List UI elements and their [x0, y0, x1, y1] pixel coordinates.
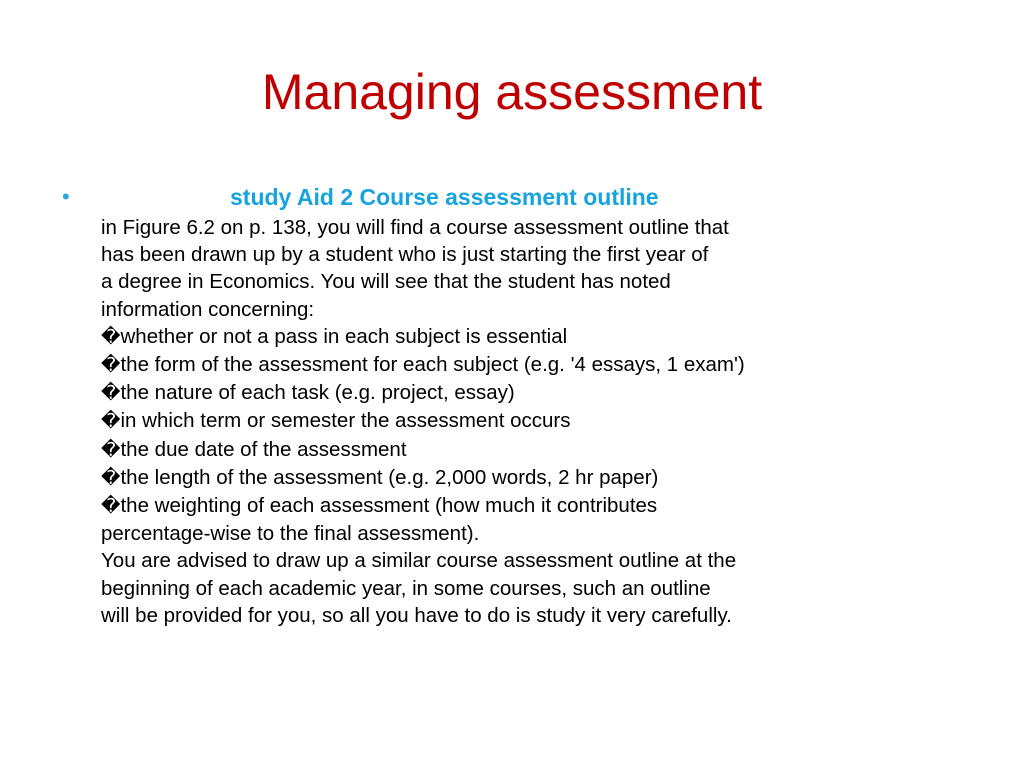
slide-title: Managing assessment — [261, 64, 763, 120]
continuation-line: percentage-wise to the final assessment). — [101, 522, 480, 546]
list-item — [101, 323, 941, 351]
list-item-text: the due date of the assessment — [120, 437, 407, 461]
bullet-icon: • — [62, 184, 70, 209]
subheading: study Aid 2 Course assessment outline — [230, 184, 659, 210]
list-item-text: in which term or semester the assessment occurs — [120, 409, 571, 433]
list-item-text: the nature of each task (e.g. project, essay) — [120, 381, 515, 405]
list-item — [101, 407, 941, 435]
intro-line: in Figure 6.2 on p. 138, you will find a course assessment outline that — [101, 216, 729, 239]
list-item — [101, 351, 941, 379]
missing-glyph-icon: � — [101, 382, 121, 405]
missing-glyph-icon: � — [101, 438, 121, 461]
body-text — [101, 214, 941, 629]
list-item — [101, 436, 941, 464]
missing-glyph-icon: � — [101, 495, 121, 518]
list-item-text: the length of the assessment (e.g. 2,000 words, 2 hr paper) — [120, 465, 659, 489]
missing-glyph-icon: � — [101, 410, 121, 433]
closing-line: will be provided for you, so all you have to do is study it very carefully. — [101, 603, 732, 627]
missing-glyph-icon: � — [101, 354, 121, 377]
missing-glyph-icon: � — [101, 325, 121, 348]
list-item-text: whether or not a pass in each subject is essential — [120, 324, 568, 348]
list-item — [101, 492, 941, 520]
intro-line: a degree in Economics. You will see that the student has noted — [101, 270, 671, 294]
closing-line: You are advised to draw up a similar course assessment outline at the — [101, 549, 737, 573]
list-item-text: the weighting of each assessment (how much it contributes — [120, 494, 658, 518]
list-item-text: the form of the assessment for each subject (e.g. '4 essays, 1 exam') — [120, 353, 745, 377]
missing-glyph-icon: � — [101, 466, 121, 489]
list-item — [101, 464, 941, 492]
intro-line: has been drawn up by a student who is just starting the first year of — [101, 243, 709, 267]
list-item — [101, 379, 941, 407]
intro-line: information concerning: — [101, 297, 315, 321]
closing-line: beginning of each academic year, in some courses, such an outline — [101, 576, 711, 600]
